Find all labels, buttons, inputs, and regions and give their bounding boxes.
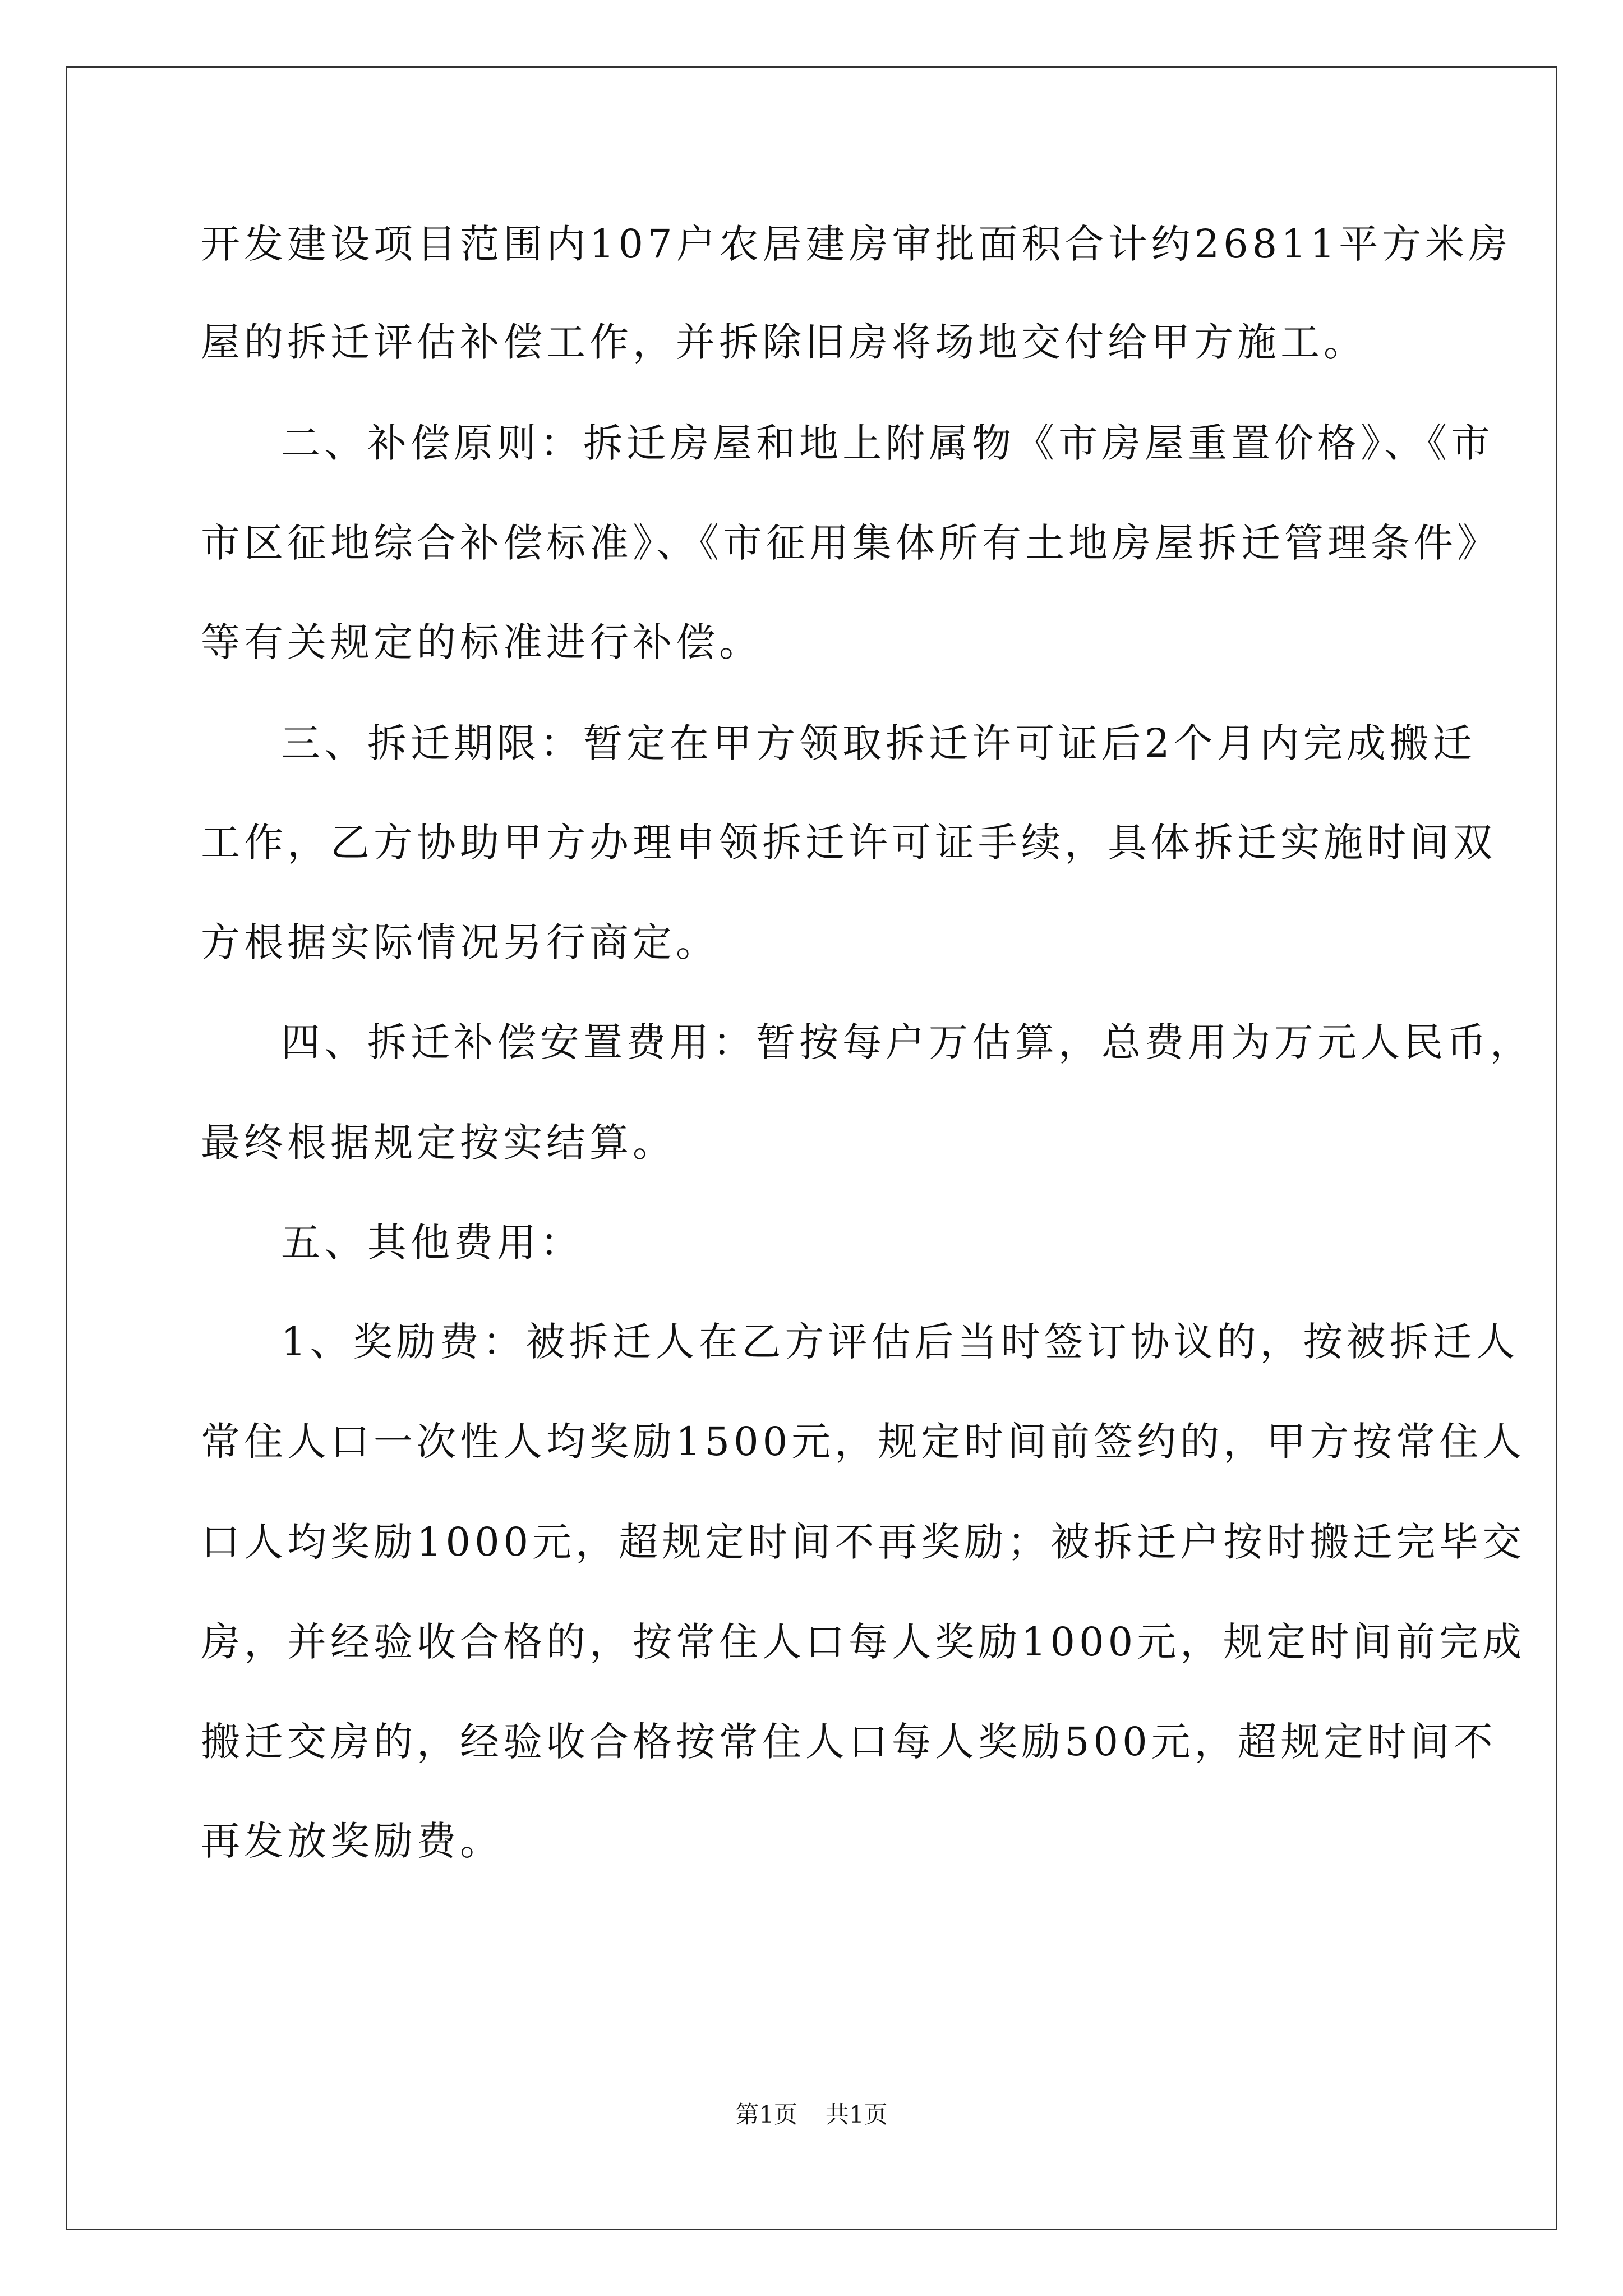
text-line: 方根据实际情况另行商定。 [201, 919, 719, 965]
paragraph-heading: 五、其他费用： [281, 1220, 583, 1266]
text-line: 屋的拆迁评估补偿工作，并拆除旧房将场地交付给甲方施工。 [201, 319, 1367, 365]
text-line: 最终根据规定按实结算。 [201, 1120, 676, 1166]
text-line: 等有关规定的标准进行补偿。 [201, 619, 762, 665]
text-line: 工作，乙方协助甲方办理申领拆迁许可证手续，具体拆迁实施时间双 [201, 820, 1496, 866]
text-line: 房，并经验收合格的，按常住人口每人奖励1000元，规定时间前完成 [201, 1619, 1526, 1665]
text-line: 再发放奖励费。 [201, 1818, 503, 1864]
page-number: 第1页 [735, 2101, 797, 2128]
text-line: 开发建设项目范围内107户农居建房审批面积合计约26811平方米房 [201, 221, 1512, 267]
paragraph-heading: 三、拆迁期限：暂定在甲方领取拆迁许可证后2个月内完成搬迁 [281, 720, 1476, 766]
paragraph-heading: 四、拆迁补偿安置费用：暂按每户万估算，总费用为万元人民币， [281, 1019, 1533, 1065]
paragraph-heading: 二、补偿原则：拆迁房屋和地上附属物《市房屋重置价格》、《市 [281, 420, 1494, 466]
text-line: 市区征地综合补偿标准》、《市征用集体所有土地房屋拆迁管理条件》 [201, 520, 1500, 566]
page-total: 共1页 [826, 2101, 888, 2128]
text-line: 口人均奖励1000元，超规定时间不再奖励；被拆迁户按时搬迁完毕交 [201, 1519, 1526, 1565]
text-line: 常住人口一次性人均奖励1500元，规定时间前签约的，甲方按常住人 [201, 1419, 1526, 1465]
text-line: 搬迁交房的，经验收合格按常住人口每人奖励500元，超规定时间不 [201, 1719, 1497, 1765]
page-footer [0, 2101, 1623, 2129]
paragraph-heading: 1、奖励费：被拆迁人在乙方评估后当时签订协议的，按被拆迁人 [281, 1319, 1519, 1365]
